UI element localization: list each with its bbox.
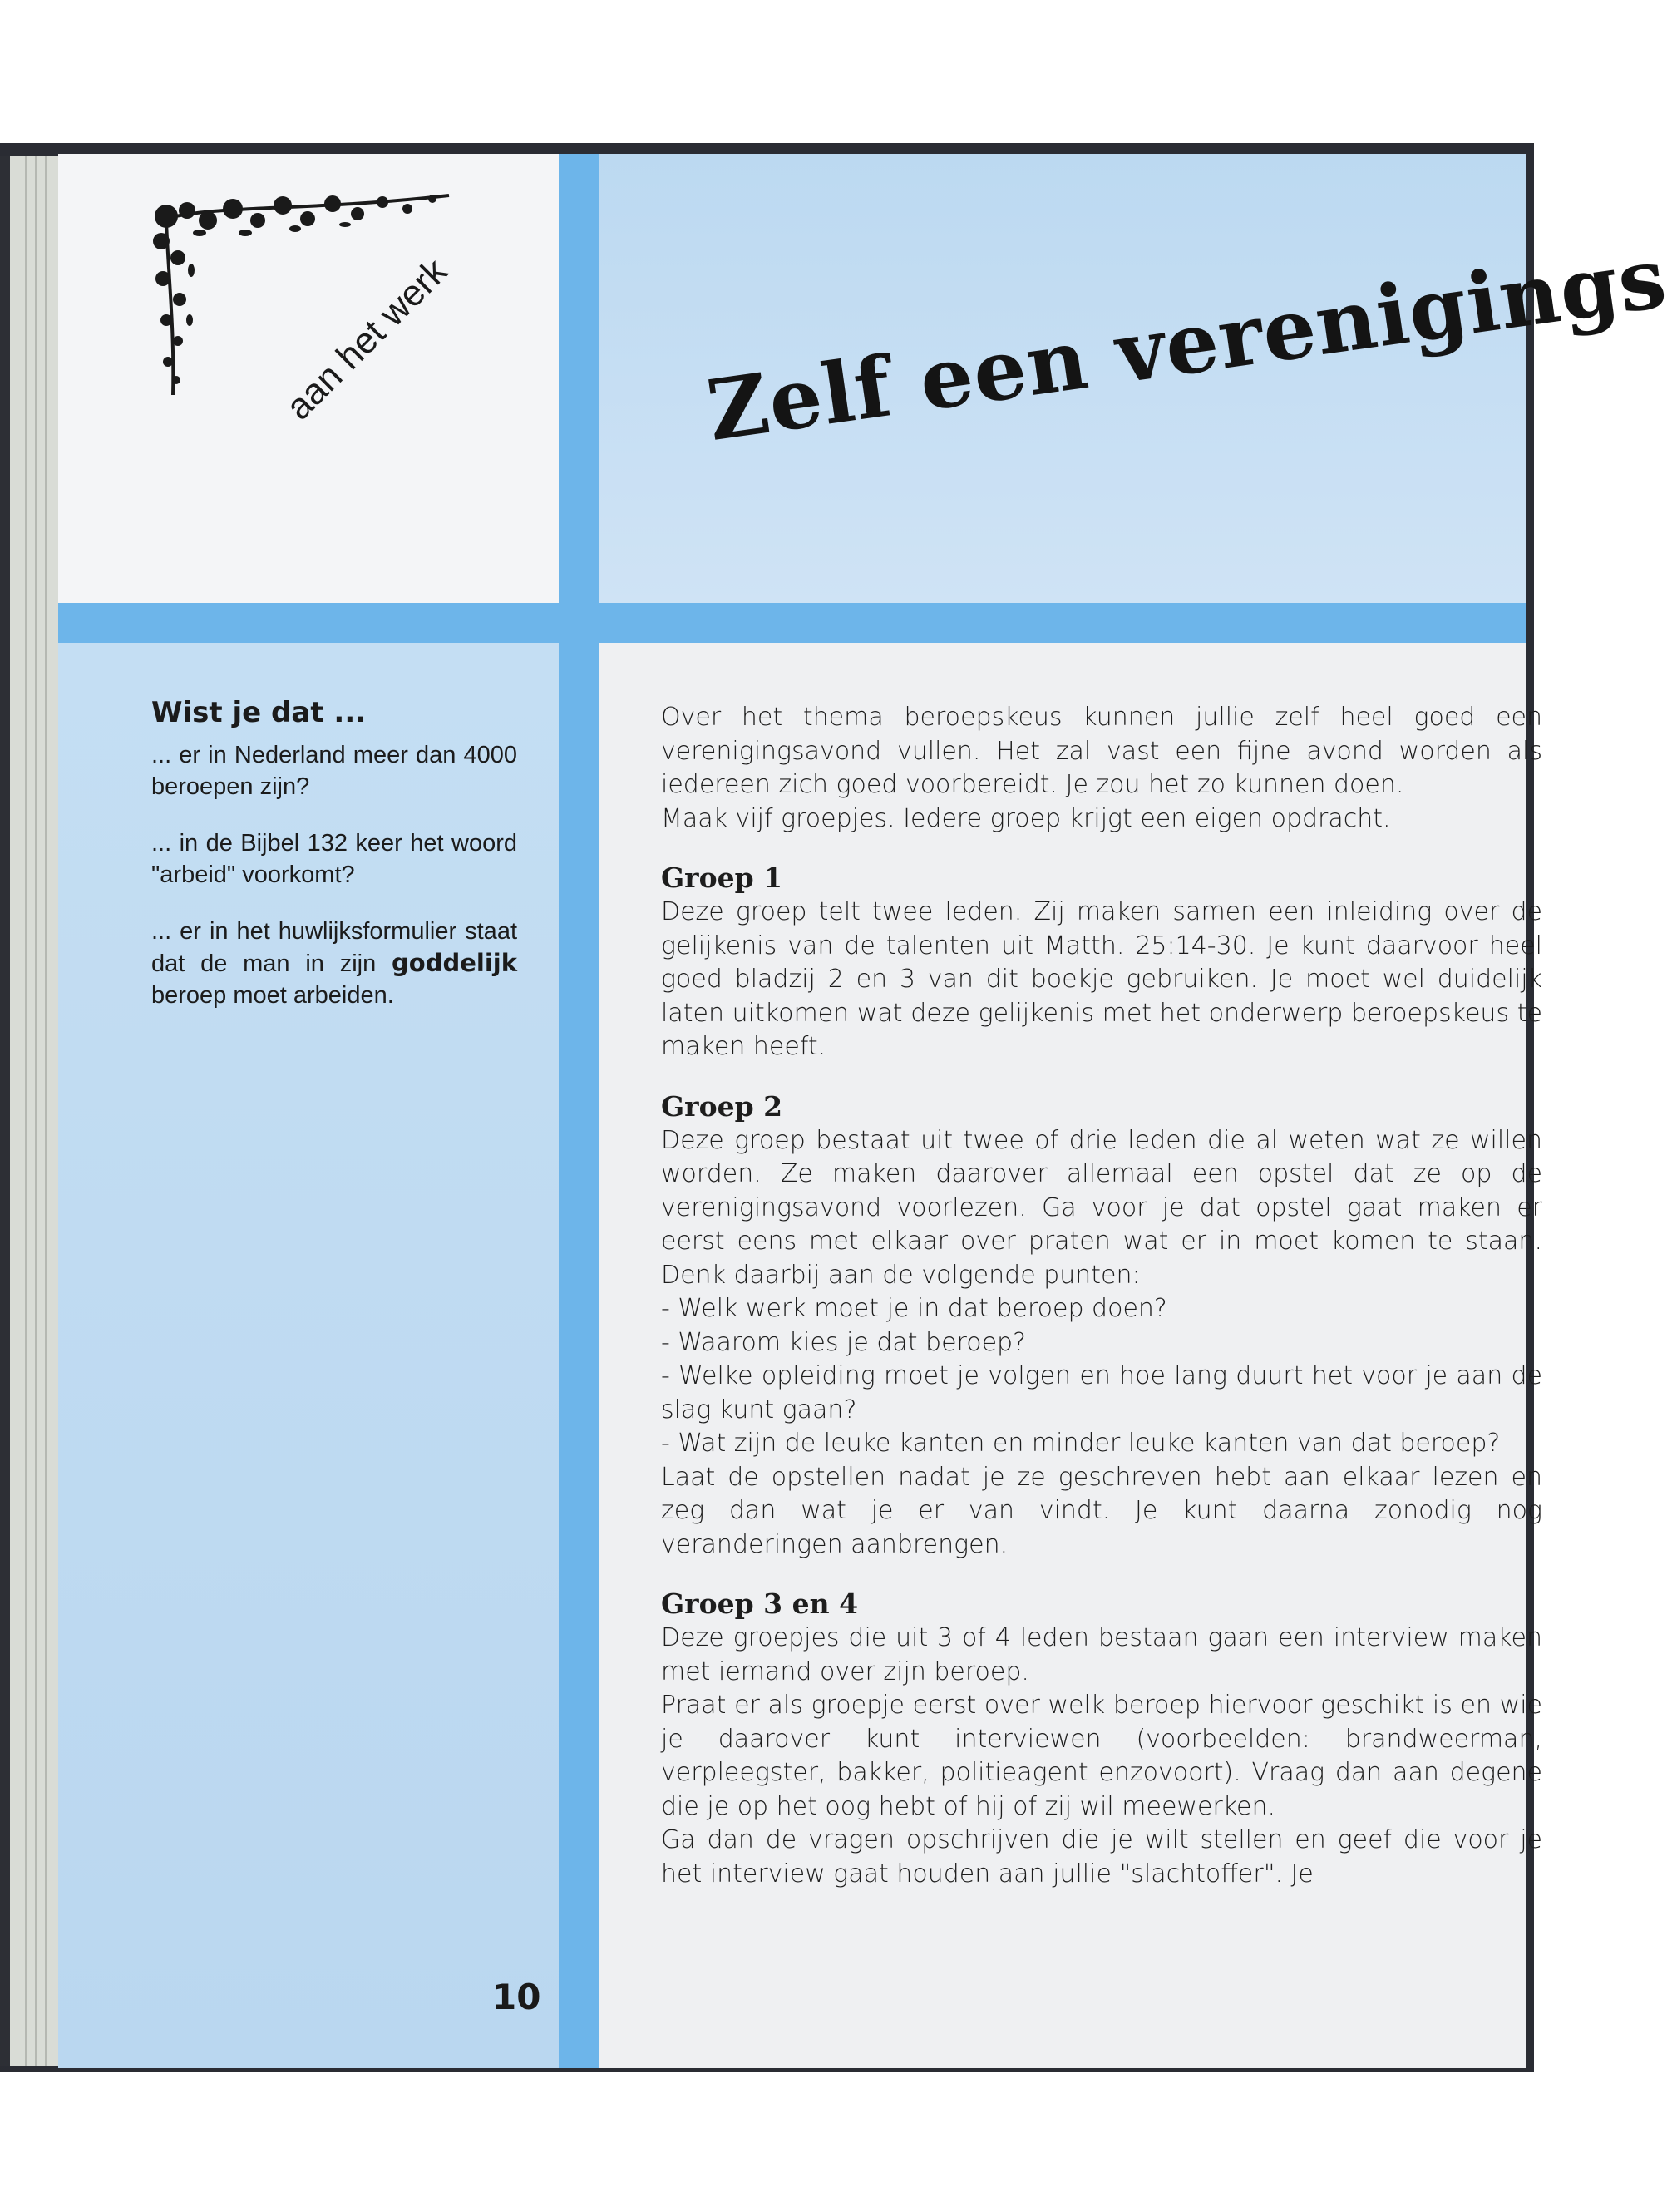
did-you-know-box bbox=[151, 696, 517, 1036]
corner-panel bbox=[58, 154, 559, 603]
fact-1: ... er in Nederland meer dan 4000 beroepen zijn? bbox=[151, 742, 517, 800]
horizontal-stripe bbox=[58, 603, 1526, 643]
group-2-point-2: - Waarom kies je dat beroep? bbox=[661, 1327, 1026, 1357]
group-34-text-3: Ga dan de vragen opschrijven die je wilt stellen en geef die voor je het interview gaat houden aan jullie "slachtoffer". Je bbox=[661, 1825, 1542, 1889]
sidebar-heading: Wist je dat ... bbox=[151, 696, 367, 729]
fact-3-end: beroep moet arbeiden. bbox=[151, 982, 394, 1009]
fact-3-bold: goddelijk bbox=[392, 949, 517, 977]
group-1-heading: Groep 1 bbox=[661, 862, 783, 894]
group-34-heading: Groep 3 en 4 bbox=[661, 1587, 859, 1620]
page-title: Zelf een verenigings bbox=[701, 228, 1672, 460]
book-page bbox=[58, 154, 1672, 2068]
group-2-point-3: - Welke opleiding moet je volgen en hoe lang duurt het voor je aan de slag kunt gaan? bbox=[661, 1361, 1542, 1424]
article-body bbox=[661, 701, 1542, 1891]
fact-3 bbox=[151, 916, 517, 1011]
corner-caption: aan het werk bbox=[278, 250, 456, 428]
vertical-stripe bbox=[559, 154, 599, 2068]
book-spine-edge bbox=[0, 143, 58, 2072]
group-2-heading: Groep 2 bbox=[661, 1089, 783, 1123]
fact-2: ... in de Bijbel 132 keer het woord "arbeid" voorkomt? bbox=[151, 830, 517, 888]
intro-paragraph: Over het thema beroepskeus kunnen jullie zelf heel goed een verenigingsavond vullen. Het zal vast een fijne avond worden als iedereen zich goed voorbereidt. Je zou het zo kunnen doen. bbox=[661, 703, 1542, 799]
page-number: 10 bbox=[492, 1977, 541, 2017]
group-34-text-1: Deze groepjes die uit 3 of 4 leden bestaan gaan een interview maken met iemand over zijn beroep. bbox=[661, 1623, 1542, 1686]
group-2-text: Deze groep bestaat uit twee of drie leden die al weten wat ze willen worden. Ze maken daarover allemaal een opstel dat ze op de verenigingsavond voorlezen. Ga voor je dat opstel gaat maken er eerst eens met elkaar over praten wat er in moet komen te staan. Denk daarbij aan de volgende punten: bbox=[661, 1125, 1542, 1290]
fact-3-start: ... er in het huwlijksformulier staat dat de man in zijn bbox=[151, 918, 517, 977]
group-1-text: Deze groep telt twee leden. Zij maken samen een inleiding over de gelijkenis van de talenten uit Matth. 25:14-30. Je kunt daarvoor heel goed bladzij 2 en 3 van dit boekje gebruiken. Je moet wel duidelijk laten uitkomen wat deze gelijkenis met het onderwerp beroepskeus te maken heeft. bbox=[661, 897, 1542, 1061]
group-2-point-4: - Wat zijn de leuke kanten en minder leuke kanten van dat beroep? bbox=[661, 1429, 1501, 1458]
title-panel bbox=[599, 154, 1672, 603]
group-2-point-1: - Welk werk moet je in dat beroep doen? bbox=[661, 1294, 1167, 1323]
group-34-text-2: Praat er als groepje eerst over welk beroep hiervoor geschikt is en wie je daarover kunt interviewen (voorbeelden: brandweerman, verpleegster, bakker, politieagent enzovoort). Vraag dan aan degene die je op het oog hebt of hij of zij wil meewerken. bbox=[661, 1691, 1542, 1821]
intro-paragraph-2: Maak vijf groepjes. Iedere groep krijgt een eigen opdracht. bbox=[661, 803, 1391, 833]
group-2-outro: Laat de opstellen nadat je ze geschreven hebt aan elkaar lezen en zeg dan wat je er van vindt. Je kunt daarna zonodig nog veranderingen aanbrengen. bbox=[661, 1462, 1542, 1559]
